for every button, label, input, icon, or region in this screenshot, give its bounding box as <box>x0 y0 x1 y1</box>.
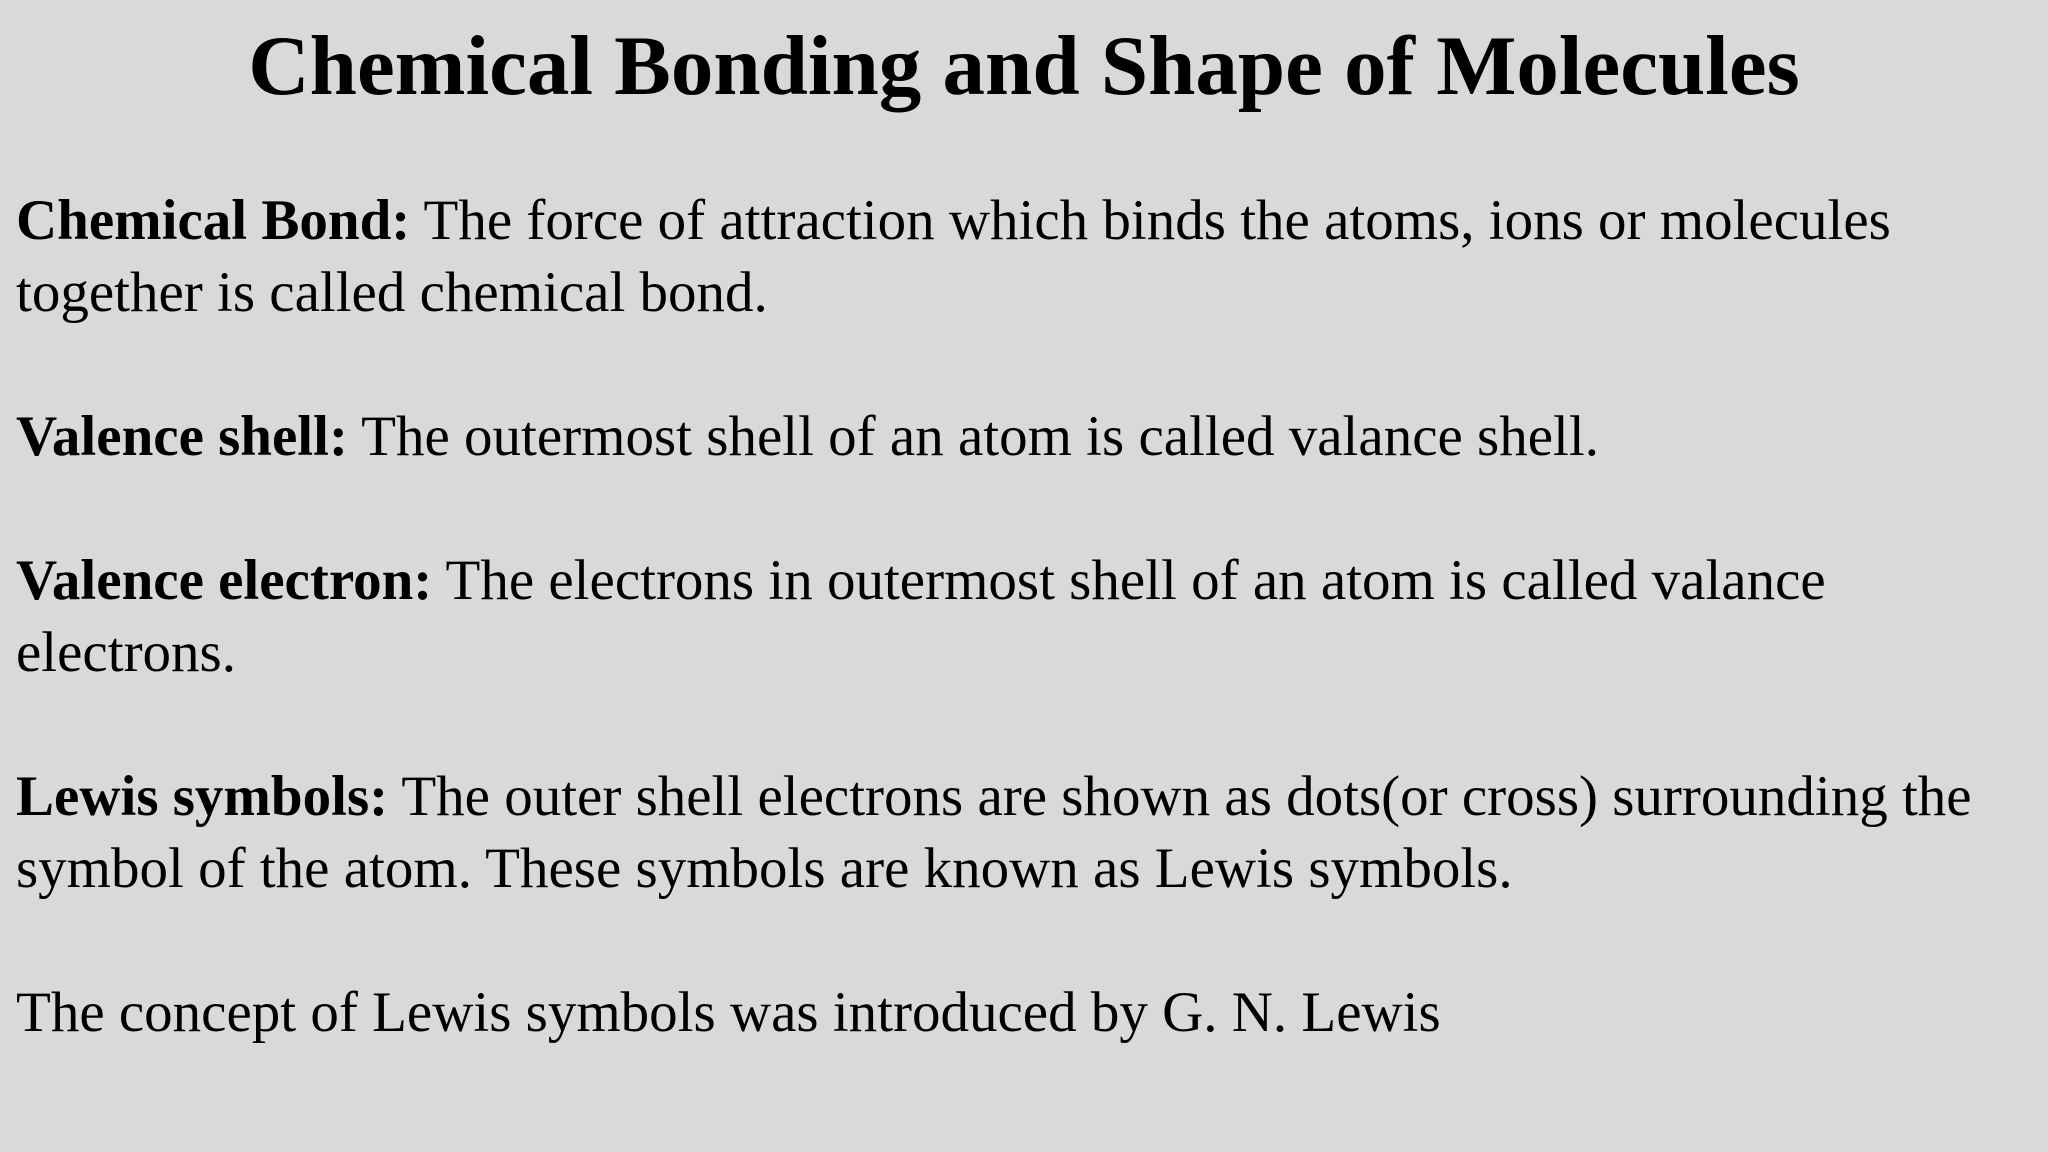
definition-text-valence-electron: The electrons in outermost shell of an atom is called valance electrons. <box>16 549 1826 684</box>
definition-valence-shell <box>16 401 2016 473</box>
slide-title: Chemical Bonding and Shape of Molecules <box>248 19 1800 113</box>
definition-valence-electron <box>16 545 2016 689</box>
slide-content <box>16 185 2016 1049</box>
term-valence-shell: Valence shell: <box>16 405 348 468</box>
definition-text-valence-shell: The outermost shell of an atom is called valance shell. <box>347 405 1599 468</box>
term-lewis-symbols: Lewis symbols: <box>16 765 389 828</box>
definition-lewis-symbols <box>16 761 2016 905</box>
definition-chemical-bond <box>16 185 2016 329</box>
term-valence-electron: Valence electron: <box>16 549 433 612</box>
term-chemical-bond: Chemical Bond: <box>16 189 411 252</box>
definition-text-chemical-bond: The force of attraction which binds the atoms, ions or molecules together is called chemical bond. <box>16 189 1891 324</box>
definition-text-lewis-symbols: The outer shell electrons are shown as dots(or cross) surrounding the symbol of the atom. These symbols are known as Lewis symbols. <box>16 765 1972 900</box>
closing-note: The concept of Lewis symbols was introduced by G. N. Lewis <box>16 981 1441 1044</box>
